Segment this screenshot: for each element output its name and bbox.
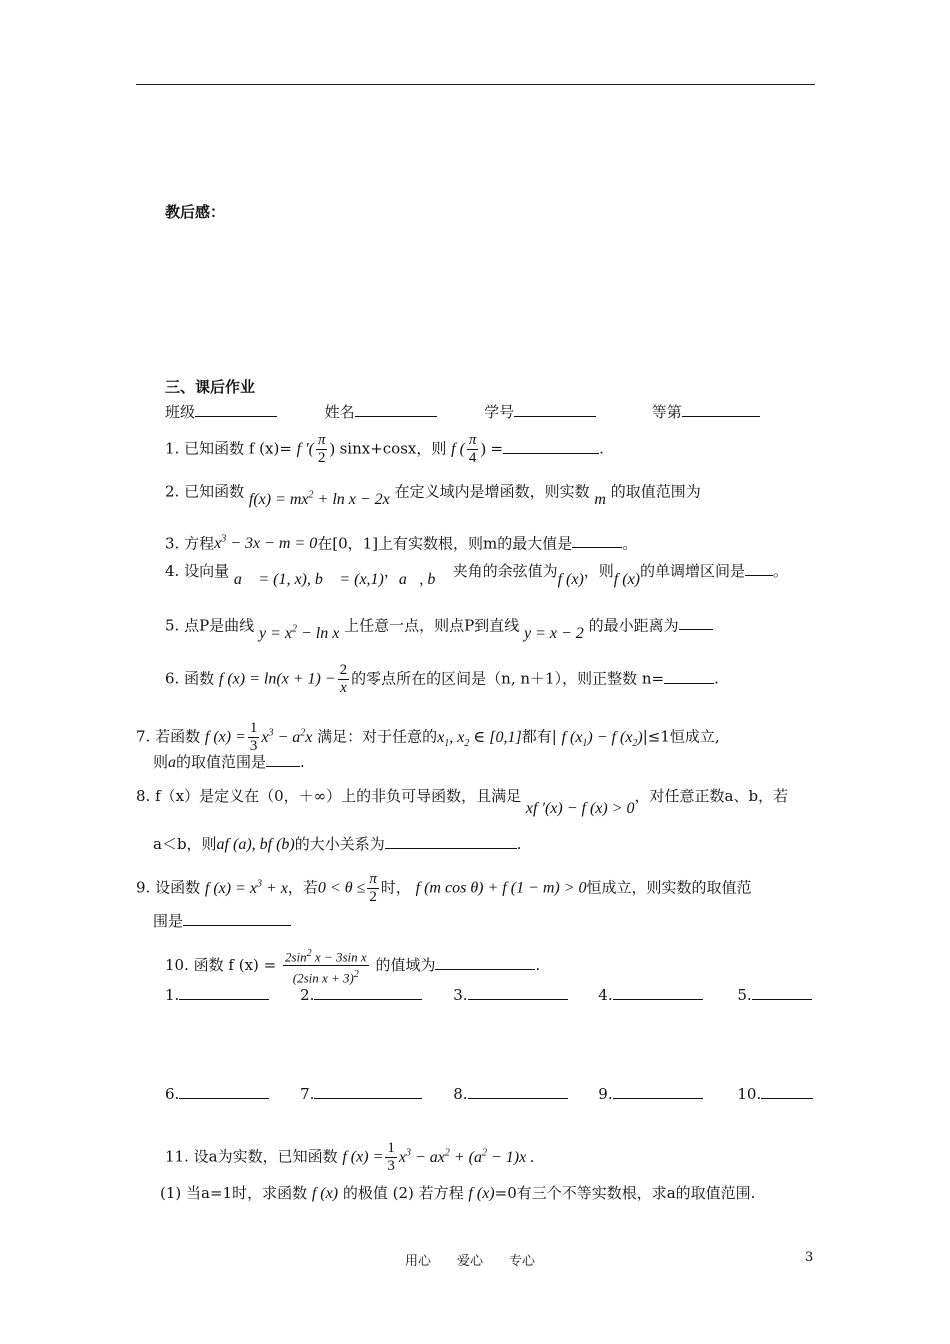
answer-blank[interactable] bbox=[468, 985, 568, 1000]
problem-9-text-c: 时， bbox=[380, 878, 411, 897]
problem-8-text-c: a＜b，则 bbox=[153, 835, 217, 853]
problem-7-line-2 bbox=[153, 752, 305, 773]
answer-blank[interactable] bbox=[752, 985, 812, 1000]
problem-5-curve: $y = x^2 - \ln x$ bbox=[258, 624, 340, 643]
problem-11-text-d: =0有三个不等实数根，求a的取值范围. bbox=[494, 1184, 756, 1202]
problem-9-line-2 bbox=[153, 911, 291, 931]
problem-11-fx-b: f (x) bbox=[468, 1185, 495, 1202]
problem-7-var-a: a bbox=[168, 754, 177, 771]
answer-blank[interactable] bbox=[179, 1084, 269, 1099]
problem-4-text-f: 。 bbox=[773, 562, 789, 580]
problem-3-text-c: 。 bbox=[622, 534, 638, 553]
problem-9-text-b: ，若 bbox=[287, 878, 318, 897]
problem-4-text-a: 4. 设向量 bbox=[165, 562, 230, 580]
problem-10-frac: $\frac{2\sin^2 x - 3\sin x}{(2\sin x + 3)^2}$ bbox=[283, 945, 369, 987]
problem-11-text-b: (1) 当a=1时，求函数 bbox=[160, 1184, 308, 1202]
answer-blank[interactable] bbox=[761, 1084, 813, 1099]
problem-9-frac: $\frac{\pi}{2}$ bbox=[369, 871, 377, 905]
problem-4-text-d: ，则 bbox=[583, 562, 614, 580]
problem-7-text-b: 满足：对于任意的 bbox=[317, 727, 438, 746]
problem-9 bbox=[136, 871, 752, 906]
problem-1-formula-b: f ( bbox=[451, 440, 465, 458]
answer-row-2 bbox=[165, 1084, 813, 1104]
field-grade-blank[interactable] bbox=[682, 402, 760, 417]
problem-7-text-e: 则 bbox=[153, 753, 169, 771]
problem-7-frac: $\frac{1}{3}$ bbox=[249, 720, 258, 754]
problem-9-text-e: 围是 bbox=[153, 912, 184, 930]
problem-8-expr: af (a), bf (b) bbox=[216, 836, 295, 853]
answer-label: 10. bbox=[737, 1085, 762, 1103]
problem-5-line: y = x − 2 bbox=[523, 625, 584, 643]
answer-label: 9. bbox=[598, 1085, 613, 1103]
problem-6-text-c: . bbox=[714, 669, 719, 688]
field-name-blank[interactable] bbox=[355, 402, 437, 417]
problem-9-text-a: 9. 设函数 bbox=[136, 878, 201, 897]
problem-11-formula: f (x) = bbox=[342, 1148, 384, 1166]
problem-7-blank[interactable] bbox=[266, 752, 300, 767]
student-info-row bbox=[165, 402, 760, 422]
problem-7-diff: f $(x_1) - f$ $(x_2)$ bbox=[561, 728, 643, 749]
problem-4-text-e: 的单调增区间是 bbox=[640, 562, 746, 580]
problem-2-text-c: 的取值范围为 bbox=[610, 482, 701, 501]
problem-3 bbox=[165, 530, 637, 554]
problem-4-text-b: ， bbox=[383, 562, 399, 580]
problem-7-text-c: 都有| bbox=[521, 727, 557, 746]
header-rule bbox=[136, 84, 815, 85]
problem-7-text-d: |≤1恒成立, bbox=[642, 727, 720, 746]
problem-4-vector-pair: a⃗, b⃗ bbox=[398, 571, 448, 588]
problem-3-blank[interactable] bbox=[572, 533, 622, 548]
answer-blank[interactable] bbox=[314, 1084, 422, 1099]
problem-8-text-d: 的大小关系为 bbox=[294, 835, 385, 853]
problem-3-text-a: 3. 方程 bbox=[165, 534, 215, 553]
field-grade-label: 等第 bbox=[651, 403, 682, 421]
problem-1-text-c: = bbox=[490, 439, 504, 458]
problem-1-end: . bbox=[599, 439, 604, 458]
problem-1-frac-pi-2: $\frac{\pi}{2}$ bbox=[317, 432, 326, 466]
answer-label: 2. bbox=[300, 986, 315, 1004]
problem-10-text-c: . bbox=[535, 955, 541, 974]
answer-label: 7. bbox=[300, 1085, 315, 1103]
problem-2 bbox=[165, 478, 701, 509]
problem-8-text-a: 8. f（x）是定义在（0，＋∞）上的非负可导函数，且满足 bbox=[136, 787, 522, 805]
problem-11-text-a: 11. 设a为实数，已知函数 bbox=[165, 1147, 338, 1166]
problem-1-formula-a: f ′( bbox=[296, 440, 314, 458]
problem-6-formula: f (x) = ln(x + 1) − bbox=[218, 670, 336, 688]
field-class-blank[interactable] bbox=[195, 402, 277, 417]
answer-row-1 bbox=[165, 985, 812, 1005]
problem-10-text-a: 10. 函数 f (x) = bbox=[165, 955, 277, 974]
problem-4-blank[interactable] bbox=[745, 561, 773, 576]
problem-4-fx-a: f (x) bbox=[557, 571, 584, 588]
problem-9-range: 0 < θ ≤ bbox=[317, 879, 366, 897]
problem-7-text-g: . bbox=[300, 753, 305, 771]
problem-1-text-b: sinx+cosx，则 bbox=[339, 439, 447, 458]
footer-motto: 用心 爱心 专心 bbox=[405, 1254, 536, 1269]
problem-8-blank[interactable] bbox=[385, 834, 517, 849]
problem-7-domain: $x_1$, $x_2$ ∈ [0,1] bbox=[437, 728, 522, 749]
problem-3-text-b: 在[0，1]上有实数根，则m的最大值是 bbox=[317, 534, 573, 553]
answer-blank[interactable] bbox=[314, 985, 422, 1000]
field-number-label: 学号 bbox=[484, 403, 515, 421]
problem-10 bbox=[165, 945, 540, 987]
problem-1-blank[interactable] bbox=[503, 439, 599, 454]
problem-10-text-b: 的值域为 bbox=[375, 955, 436, 974]
answer-label: 8. bbox=[453, 1085, 468, 1103]
problem-7-formula: f (x) = bbox=[204, 728, 246, 746]
problem-7-text-f: 的取值范围是 bbox=[176, 753, 267, 771]
problem-5-text-c: 的最小距离为 bbox=[588, 616, 679, 635]
problem-11-text-c: 的极值 (2) 若方程 bbox=[342, 1184, 464, 1202]
page-number: 3 bbox=[805, 1250, 814, 1265]
problem-2-formula: $f(x) = mx^2 + \ln x - 2x$ bbox=[248, 490, 390, 509]
problem-4-fx-b: f (x) bbox=[613, 571, 640, 588]
problem-8-text-b: ，对任意正数a、b，若 bbox=[634, 787, 789, 805]
problem-5-text-a: 5. 点P是曲线 bbox=[165, 616, 255, 635]
problem-2-text-a: 2. 已知函数 bbox=[165, 482, 245, 501]
problem-1: 1. 已知函数 f (x)= f ′( $\frac{\pi}{2}$ ) sinx+cosx，则 f ( $\frac{\pi}{4}$ ) = . bbox=[165, 432, 604, 466]
problem-7: 7. 若函数 f (x) = $\frac{1}{3}$ $x^3 - a^2x$ 满足：对于任意的$x_1$, $x_2$ ∈ [0,1]都有| f $(x_1) - f$ $(x_2)|\le 1$恒成立, bbox=[136, 720, 720, 754]
problem-8-line-2 bbox=[153, 834, 522, 855]
problem-11-line-2 bbox=[160, 1183, 755, 1204]
answer-blank[interactable] bbox=[613, 985, 703, 1000]
answer-label: 4. bbox=[598, 986, 613, 1004]
problem-2-text-b: 在定义域内是增函数，则实数 bbox=[394, 482, 590, 501]
problem-9-blank[interactable] bbox=[183, 911, 291, 926]
problem-5 bbox=[165, 612, 713, 643]
problem-6-frac: $\frac{2}{x}$ bbox=[339, 662, 348, 696]
answer-blank[interactable] bbox=[468, 1084, 568, 1099]
problem-4-vectors: a⃗ = (1, x), b⃗ = (x,1) bbox=[233, 571, 384, 588]
problem-4-text-c: 夹角的余弦值为 bbox=[452, 562, 558, 580]
problem-10-blank[interactable] bbox=[435, 955, 535, 970]
answer-blank[interactable] bbox=[179, 985, 269, 1000]
problem-4 bbox=[165, 561, 789, 588]
reflection-label: 教后感： bbox=[165, 203, 226, 221]
problem-7-text-a: 7. 若函数 bbox=[136, 727, 201, 746]
answer-blank[interactable] bbox=[613, 1084, 703, 1099]
field-name-label: 姓名 bbox=[324, 403, 355, 421]
problem-5-blank[interactable] bbox=[679, 615, 713, 630]
problem-9-formula: f $(x) = x^3 + x$ bbox=[204, 878, 288, 897]
field-class-label: 班级 bbox=[165, 403, 196, 421]
problem-1-text-a: 1. 已知函数 f (x)= bbox=[165, 439, 297, 458]
problem-9-text-d: 恒成立，则实数的取值范 bbox=[586, 878, 752, 897]
problem-8-text-e: . bbox=[516, 835, 522, 853]
problem-2-var-m: m bbox=[594, 491, 606, 509]
answer-label: 1. bbox=[165, 986, 180, 1004]
problem-3-formula: $x^3 - 3x - m = 0$ bbox=[214, 534, 318, 553]
problem-5-text-b: 上任意一点，则点P到直线 bbox=[344, 616, 520, 635]
problem-8-condition: xf ′(x) − f (x) > 0 bbox=[525, 800, 635, 817]
problem-11: 11. 设a为实数，已知函数 f (x) = $\frac{1}{3}$ $x^3 - ax^2 + (a^2 - 1)x$ . bbox=[165, 1140, 535, 1174]
problem-1-frac-pi-4: $\frac{\pi}{4}$ bbox=[468, 432, 477, 466]
problem-11-fx-a: f (x) bbox=[311, 1185, 339, 1202]
field-number-blank[interactable] bbox=[514, 402, 596, 417]
problem-8 bbox=[136, 786, 789, 817]
answer-label: 5. bbox=[737, 986, 752, 1004]
problem-9-inequality: f (m cos θ) + f (1 − m) > 0 bbox=[415, 879, 587, 897]
problem-6 bbox=[165, 662, 719, 697]
answer-label: 6. bbox=[165, 1085, 180, 1103]
problem-11-frac: $\frac{1}{3}$ bbox=[387, 1140, 395, 1174]
problem-6-blank[interactable] bbox=[664, 669, 714, 684]
answer-label: 3. bbox=[453, 986, 468, 1004]
problem-6-text-a: 6. 函数 bbox=[165, 669, 215, 688]
homework-heading: 三、课后作业 bbox=[165, 378, 256, 396]
problem-6-text-b: 的零点所在的区间是（n, n＋1），则正整数 n= bbox=[351, 669, 665, 688]
